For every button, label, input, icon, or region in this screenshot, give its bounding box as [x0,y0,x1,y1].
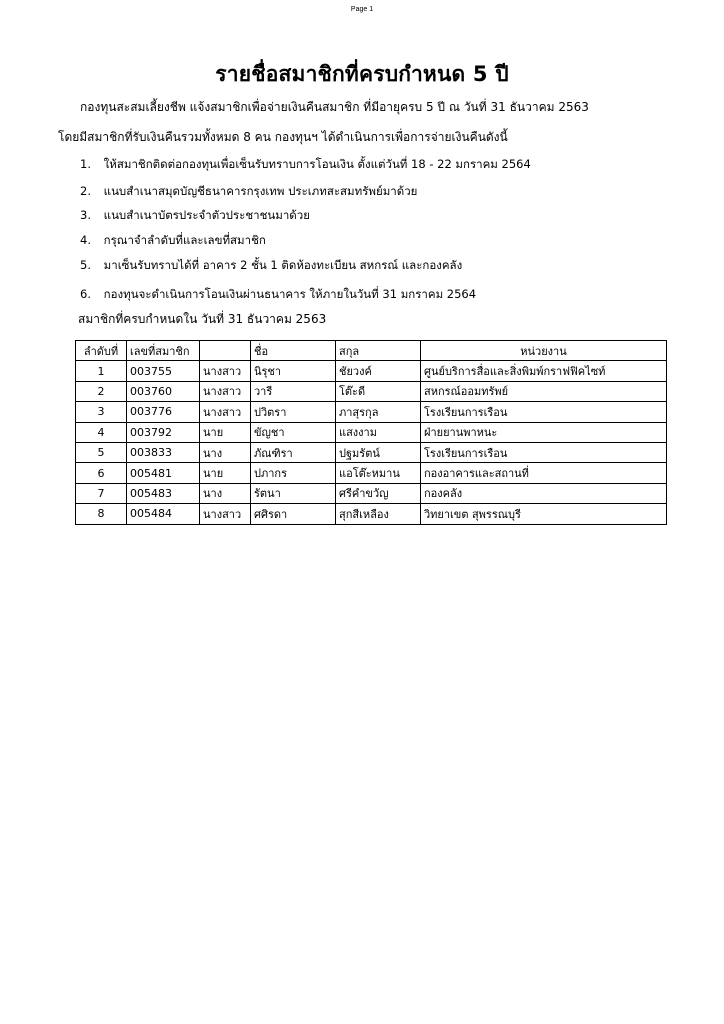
cell-surname: แสงงาม [336,422,421,442]
cell-department: โรงเรียนการเรือน [421,402,667,422]
cell-member-id: 005483 [127,483,200,503]
table-row [76,381,667,401]
table-row [76,361,667,381]
cell-no: 2 [76,381,127,401]
cell-first-name: ศศิรดา [251,504,336,524]
cell-department: โรงเรียนการเรือน [421,442,667,462]
document-title: รายชื่อสมาชิกที่ครบกำหนด 5 ปี [215,62,509,86]
instruction-text: มาเซ็นรับทราบได้ที่ อาคาร 2 ชั้น 1 ติดห้องทะเบียน สหกรณ์ และกองคลัง [103,258,463,272]
cell-no: 5 [76,442,127,462]
table-header [76,341,667,361]
cell-first-name: วารี [251,381,336,401]
cell-title: นาย [200,422,251,442]
table-header-row [76,341,667,361]
page-number: Page 1 [350,6,374,13]
cell-department: ฝ่ายยานพาหนะ [421,422,667,442]
table-subtitle: สมาชิกที่ครบกำหนดใน วันที่ 31 ธันวาคม 2563 [78,312,327,326]
cell-no: 7 [76,483,127,503]
cell-department: วิทยาเขต สุพรรณบุรี [421,504,667,524]
cell-surname: ปฐมรัตน์ [336,442,421,462]
table-row [76,402,667,422]
table-row [76,504,667,524]
header-name: ชื่อ [251,341,336,361]
instruction-item [80,183,417,201]
cell-title: นาย [200,463,251,483]
instruction-number: 2. [80,184,91,198]
cell-first-name: ปภากร [251,463,336,483]
cell-title: นาง [200,483,251,503]
instruction-number: 6. [80,287,91,301]
instruction-item [80,156,531,174]
intro-line-2: โดยมีสมาชิกที่รับเงินคืนรวมทั้งหมด 8 คน กองทุนฯ ได้ดำเนินการเพื่อการจ่ายเงินคืนดังนี้ [58,130,508,144]
instruction-number: 3. [80,208,91,222]
cell-department: สหกรณ์ออมทรัพย์ [421,381,667,401]
header-surname: สกุล [336,341,421,361]
cell-first-name: ขัญชา [251,422,336,442]
table-row [76,422,667,442]
cell-no: 3 [76,402,127,422]
instruction-item [80,286,476,304]
cell-first-name: ภัณฑิรา [251,442,336,462]
instruction-number: 4. [80,233,91,247]
cell-title: นางสาว [200,504,251,524]
cell-member-id: 005481 [127,463,200,483]
cell-department: ศูนย์บริการสื่อและสิ่งพิมพ์กราฟฟิคไซท์ [421,361,667,381]
cell-surname: ภาสุรกุล [336,402,421,422]
cell-department: กองอาคารและสถานที่ [421,463,667,483]
intro-line-1: กองทุนสะสมเลี้ยงชีพ แจ้งสมาชิกเพื่อจ่ายเงินคืนสมาชิก ที่มีอายุครบ 5 ปี ณ วันที่ 31 ธันวาคม 2563 [80,100,589,114]
cell-title: นางสาว [200,361,251,381]
table-row [76,483,667,503]
cell-surname: โต๊ะดี [336,381,421,401]
instruction-text: แนบสำเนาสมุดบัญชีธนาคารกรุงเทพ ประเภทสะสมทรัพย์มาด้วย [103,184,418,198]
table-row [76,442,667,462]
members-table [75,340,667,525]
cell-surname: ศรีคำขวัญ [336,483,421,503]
table-body [76,361,667,524]
header-department: หน่วยงาน [421,341,667,361]
cell-surname: แอโต๊ะหมาน [336,463,421,483]
cell-member-id: 003760 [127,381,200,401]
header-no: ลำดับที่ [76,341,127,361]
cell-department: กองคลัง [421,483,667,503]
cell-no: 1 [76,361,127,381]
cell-surname: สุกสีเหลือง [336,504,421,524]
instruction-number: 5. [80,258,91,272]
instruction-number: 1. [80,157,91,171]
cell-member-id: 003776 [127,402,200,422]
cell-member-id: 005484 [127,504,200,524]
cell-no: 8 [76,504,127,524]
cell-no: 6 [76,463,127,483]
header-name-spacer [200,341,251,361]
table-row [76,463,667,483]
cell-first-name: ปวิตรา [251,402,336,422]
instruction-text: ให้สมาชิกติดต่อกองทุนเพื่อเซ็นรับทราบการโอนเงิน ตั้งแต่วันที่ 18 - 22 มกราคม 2564 [103,157,531,171]
cell-title: นางสาว [200,381,251,401]
cell-first-name: รัตนา [251,483,336,503]
instruction-text: กองทุนจะดำเนินการโอนเงินผ่านธนาคาร ให้ภายในวันที่ 31 มกราคม 2564 [103,287,477,301]
instruction-item [80,207,310,225]
cell-surname: ชัยวงค์ [336,361,421,381]
instruction-item [80,257,462,275]
cell-title: นางสาว [200,402,251,422]
cell-member-id: 003755 [127,361,200,381]
cell-member-id: 003833 [127,442,200,462]
instruction-item [80,232,266,250]
header-member-id: เลขที่สมาชิก [127,341,200,361]
instruction-text: กรุณาจำลำดับที่และเลขที่สมาชิก [103,233,266,247]
instruction-text: แนบสำเนาบัตรประจำตัวประชาชนมาด้วย [103,208,310,222]
cell-no: 4 [76,422,127,442]
cell-member-id: 003792 [127,422,200,442]
cell-first-name: นิรุชา [251,361,336,381]
cell-title: นาง [200,442,251,462]
